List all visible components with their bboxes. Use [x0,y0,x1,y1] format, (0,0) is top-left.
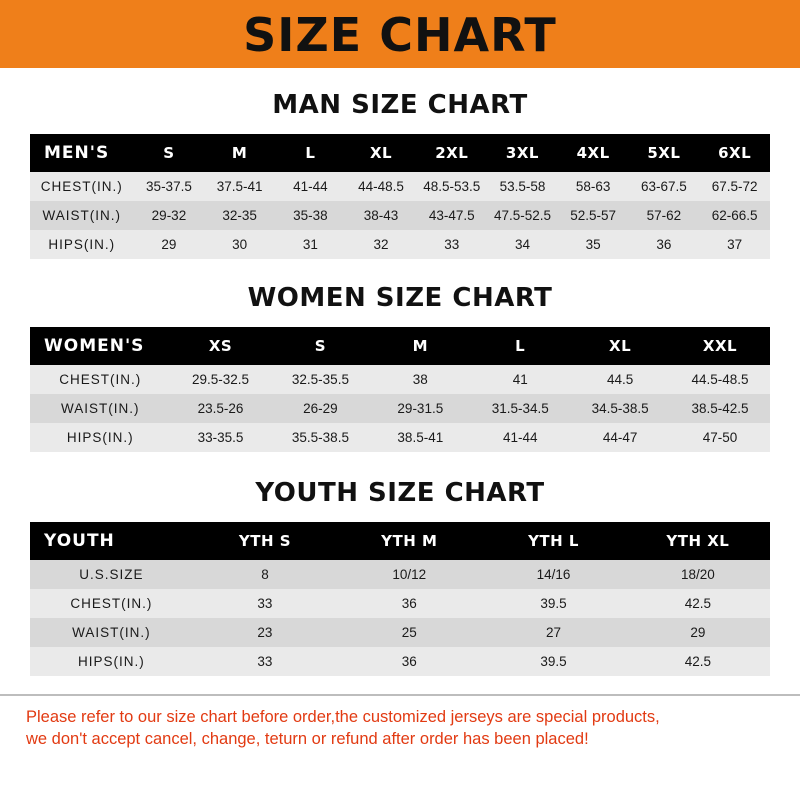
table-cell: 44.5 [570,365,670,394]
col-header: 2XL [416,134,487,172]
table-cell: 39.5 [481,589,625,618]
table-cell: 63-67.5 [629,172,700,201]
table-row [30,423,770,452]
table-cell: 42.5 [626,647,770,676]
table-cell: 37.5-41 [204,172,275,201]
col-header: S [134,134,205,172]
row-label: HIPS(IN.) [30,230,134,259]
col-header: XS [171,327,271,365]
table-cell: 32-35 [204,201,275,230]
table-cell: 44-48.5 [346,172,417,201]
col-header: WOMEN'S [30,327,171,365]
table-cell: 26-29 [270,394,370,423]
col-header: L [275,134,346,172]
col-header: 5XL [629,134,700,172]
col-header: YTH M [337,522,481,560]
col-header: M [204,134,275,172]
table-wrap-youth [0,522,800,676]
table-cell: 10/12 [337,560,481,589]
table-cell: 53.5-58 [487,172,558,201]
table-cell: 33 [416,230,487,259]
col-header: 6XL [699,134,770,172]
row-label: CHEST(IN.) [30,589,193,618]
footer-note-line-2: we don't accept cancel, change, teturn or refund after order has been placed! [26,730,589,749]
row-label: WAIST(IN.) [30,201,134,230]
row-label: CHEST(IN.) [30,365,171,394]
table-cell: 44-47 [570,423,670,452]
row-label: U.S.SIZE [30,560,193,589]
table-cell: 31 [275,230,346,259]
section-title-women: WOMEN SIZE CHART [247,283,553,313]
table-cell: 29-32 [134,201,205,230]
table-header-row [30,522,770,560]
table-cell: 31.5-34.5 [470,394,570,423]
row-label: HIPS(IN.) [30,647,193,676]
table-row [30,172,770,201]
section-title-man: MAN SIZE CHART [272,90,528,120]
table-cell: 29 [134,230,205,259]
table-cell: 32 [346,230,417,259]
table-cell: 34 [487,230,558,259]
table-cell: 35.5-38.5 [270,423,370,452]
table-cell: 8 [193,560,337,589]
table-cell: 29 [626,618,770,647]
table-cell: 43-47.5 [416,201,487,230]
table-cell: 23.5-26 [171,394,271,423]
footer-note-line-1: Please refer to our size chart before order,the customized jerseys are special products, [26,708,660,726]
table-man-size [30,134,770,259]
table-row [30,201,770,230]
table-cell: 52.5-57 [558,201,629,230]
table-cell: 38 [370,365,470,394]
col-header: YTH S [193,522,337,560]
col-header: 4XL [558,134,629,172]
table-row [30,589,770,618]
table-cell: 57-62 [629,201,700,230]
table-cell: 41 [470,365,570,394]
footer-note [0,694,800,751]
row-label: CHEST(IN.) [30,172,134,201]
table-row [30,230,770,259]
section-title-youth: YOUTH SIZE CHART [255,478,545,508]
table-cell: 47.5-52.5 [487,201,558,230]
table-cell: 23 [193,618,337,647]
table-cell: 39.5 [481,647,625,676]
table-row [30,394,770,423]
col-header: M [370,327,470,365]
table-wrap-man [0,134,800,259]
table-cell: 29-31.5 [370,394,470,423]
table-cell: 48.5-53.5 [416,172,487,201]
table-wrap-women [0,327,800,452]
row-label: WAIST(IN.) [30,394,171,423]
table-header-row [30,327,770,365]
col-header: XL [570,327,670,365]
table-header-row [30,134,770,172]
table-cell: 32.5-35.5 [270,365,370,394]
table-cell: 33 [193,647,337,676]
row-label: WAIST(IN.) [30,618,193,647]
page-title: SIZE CHART [243,8,557,62]
table-cell: 35 [558,230,629,259]
row-label: HIPS(IN.) [30,423,171,452]
table-cell: 47-50 [670,423,770,452]
table-cell: 33 [193,589,337,618]
table-cell: 30 [204,230,275,259]
table-women-size [30,327,770,452]
col-header: 3XL [487,134,558,172]
table-cell: 36 [337,647,481,676]
table-cell: 36 [337,589,481,618]
table-cell: 35-38 [275,201,346,230]
col-header: S [270,327,370,365]
table-row [30,365,770,394]
table-cell: 41-44 [470,423,570,452]
col-header: MEN'S [30,134,134,172]
table-cell: 14/16 [481,560,625,589]
table-cell: 41-44 [275,172,346,201]
col-header: YTH XL [626,522,770,560]
col-header: YOUTH [30,522,193,560]
table-cell: 25 [337,618,481,647]
table-row [30,618,770,647]
table-cell: 44.5-48.5 [670,365,770,394]
header-banner [0,0,800,68]
col-header: L [470,327,570,365]
table-cell: 37 [699,230,770,259]
col-header: YTH L [481,522,625,560]
table-cell: 33-35.5 [171,423,271,452]
table-cell: 34.5-38.5 [570,394,670,423]
table-cell: 18/20 [626,560,770,589]
table-row [30,560,770,589]
table-cell: 29.5-32.5 [171,365,271,394]
table-row [30,647,770,676]
col-header: XL [346,134,417,172]
table-cell: 38.5-42.5 [670,394,770,423]
table-cell: 42.5 [626,589,770,618]
table-cell: 36 [629,230,700,259]
table-cell: 35-37.5 [134,172,205,201]
table-cell: 58-63 [558,172,629,201]
table-cell: 67.5-72 [699,172,770,201]
table-cell: 27 [481,618,625,647]
table-cell: 62-66.5 [699,201,770,230]
table-youth-size [30,522,770,676]
col-header: XXL [670,327,770,365]
table-cell: 38-43 [346,201,417,230]
table-cell: 38.5-41 [370,423,470,452]
